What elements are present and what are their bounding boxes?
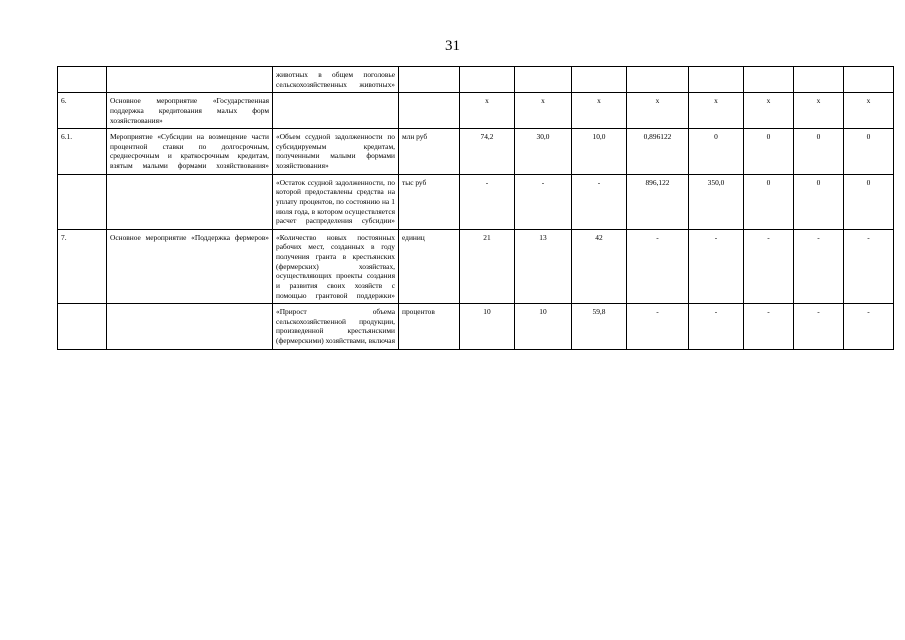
cell-value: х xyxy=(844,93,894,129)
cell-indicator: «Прирост объема сельскохозяйственной продукции, произведенной крестьянскими (фермерскими) хозяйствами, включая xyxy=(273,304,399,350)
cell-unit: тыс руб xyxy=(399,174,460,229)
cell-event-name xyxy=(107,174,273,229)
cell-value: 0,896122 xyxy=(627,129,689,175)
cell-value: х xyxy=(572,93,627,129)
cell-unit: млн руб xyxy=(399,129,460,175)
cell-value: 0 xyxy=(794,174,844,229)
cell-value: х xyxy=(794,93,844,129)
cell-number: 6.1. xyxy=(58,129,107,175)
cell-number: 7. xyxy=(58,229,107,303)
table-row xyxy=(58,304,894,350)
cell-unit xyxy=(399,93,460,129)
cell-value: х xyxy=(689,93,744,129)
cell-value: - xyxy=(627,229,689,303)
cell-number xyxy=(58,304,107,350)
cell-value: - xyxy=(844,304,894,350)
table-container xyxy=(57,66,871,350)
cell-value xyxy=(460,67,515,93)
indicators-table xyxy=(57,66,894,350)
cell-value: 10 xyxy=(515,304,572,350)
cell-value: х xyxy=(460,93,515,129)
cell-value: 896,122 xyxy=(627,174,689,229)
cell-value: 10 xyxy=(460,304,515,350)
cell-value: 0 xyxy=(689,129,744,175)
cell-value xyxy=(794,67,844,93)
cell-value: - xyxy=(689,229,744,303)
cell-value: 42 xyxy=(572,229,627,303)
cell-value: 0 xyxy=(844,174,894,229)
cell-event-name xyxy=(107,304,273,350)
cell-value: 30,0 xyxy=(515,129,572,175)
cell-event-name: Мероприятие «Субсидии на возмещение части процентной ставки по долгосрочным, среднесрочным и краткосрочным кредитам, взятым малыми формами хозяйствования» xyxy=(107,129,273,175)
table-row xyxy=(58,229,894,303)
cell-value: 0 xyxy=(844,129,894,175)
cell-number: 6. xyxy=(58,93,107,129)
cell-value: 0 xyxy=(744,174,794,229)
cell-indicator: «Остаток ссудной задолженности, по которой предоставлены средства на уплату процентов, по состоянию на 1 июля года, в котором осуществляется расчет распределения субсидии» xyxy=(273,174,399,229)
cell-value: 59,8 xyxy=(572,304,627,350)
cell-value: - xyxy=(460,174,515,229)
table-row xyxy=(58,93,894,129)
cell-value xyxy=(572,67,627,93)
cell-value: х xyxy=(627,93,689,129)
cell-value xyxy=(627,67,689,93)
cell-indicator: «Количество новых постоянных рабочих мест, созданных в году получения гранта в крестьянских (фермерских) хозяйствах, осуществляющих проекты создания и развития своих хозяйств с помощью грантовой поддержки» xyxy=(273,229,399,303)
cell-value: 350,0 xyxy=(689,174,744,229)
cell-unit: процентов xyxy=(399,304,460,350)
table-row xyxy=(58,174,894,229)
table-row xyxy=(58,67,894,93)
cell-value: - xyxy=(844,229,894,303)
cell-value xyxy=(744,67,794,93)
cell-value: - xyxy=(515,174,572,229)
cell-value: - xyxy=(794,229,844,303)
cell-value: х xyxy=(744,93,794,129)
cell-value: - xyxy=(794,304,844,350)
cell-value: - xyxy=(689,304,744,350)
cell-value: - xyxy=(572,174,627,229)
cell-indicator: животных в общем поголовье сельскохозяйственных животных» xyxy=(273,67,399,93)
cell-value: 0 xyxy=(744,129,794,175)
cell-value xyxy=(844,67,894,93)
cell-event-name: Основное мероприятие «Поддержка фермеров» xyxy=(107,229,273,303)
page-number: 31 xyxy=(445,38,460,54)
cell-number xyxy=(58,67,107,93)
cell-number xyxy=(58,174,107,229)
cell-value: 74,2 xyxy=(460,129,515,175)
cell-value: х xyxy=(515,93,572,129)
cell-unit: единиц xyxy=(399,229,460,303)
cell-value xyxy=(689,67,744,93)
cell-value: 21 xyxy=(460,229,515,303)
cell-value: - xyxy=(744,304,794,350)
cell-value: 0 xyxy=(794,129,844,175)
cell-event-name xyxy=(107,67,273,93)
cell-unit xyxy=(399,67,460,93)
cell-event-name: Основное мероприятие «Государственная поддержка кредитования малых форм хозяйствования» xyxy=(107,93,273,129)
cell-indicator xyxy=(273,93,399,129)
cell-value: - xyxy=(744,229,794,303)
cell-indicator: «Объем ссудной задолженности по субсидируемым кредитам, полученными малыми формами хозяйствования» xyxy=(273,129,399,175)
cell-value: 10,0 xyxy=(572,129,627,175)
cell-value: 13 xyxy=(515,229,572,303)
cell-value: - xyxy=(627,304,689,350)
cell-value xyxy=(515,67,572,93)
table-row xyxy=(58,129,894,175)
